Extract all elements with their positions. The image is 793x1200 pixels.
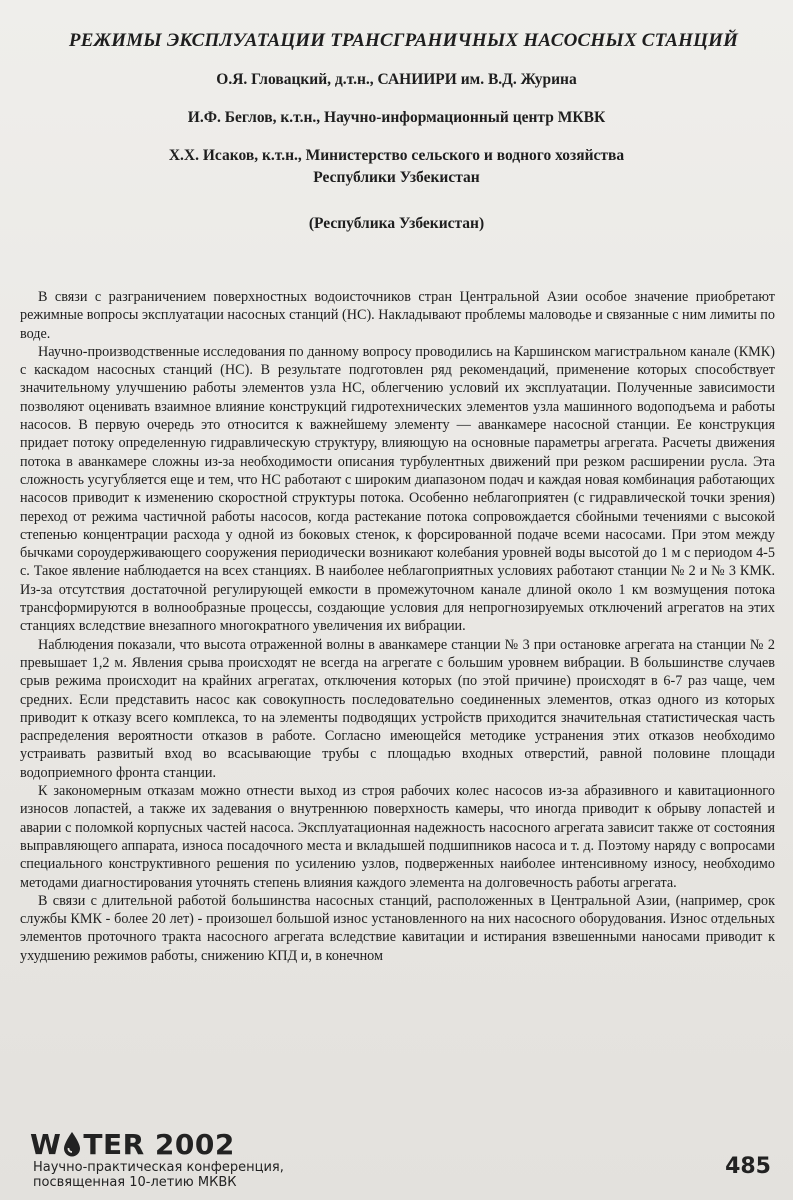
paragraph-3: Наблюдения показали, что высота отраженной волны в аванкамере станции № 3 при остановке агрегата на станции № 2 превышает 1,2 м. Явления срыва происходят не всегда на агрегате с большим уровнем вибрации. В большинстве случаев срыв режима происходит на крайних агрегатах, отключения которых (по этой причине) происходят в 6-7 раз чаще, чем средних. Если представить насос как совокупность последовательно соединенных элементов, отказ одного из которых приводит к отказу всего комплекса, то на элементы подводящих устройств приходится значительная статистическая часть распределения вероятности отказов в работе. Согласно имеющейся методике устранения этих отказов необходимо устраивать развитый вход во всасывающие трубы с площадью входных отверстий, равной половине площади водоприемного фронта станции. bbox=[20, 636, 775, 781]
country-line: (Республика Узбекистан) bbox=[308, 215, 485, 232]
paragraph-4: К закономерным отказам можно отнести выход из строя рабочих колес насосов из-за абразивного и кавитационного износов лопастей, а также их задевания о внутреннюю поверхность камеры, что иногда приводит к обрыву лопастей и аварии с поломкой корпусных частей насоса. Эксплуатационная надежность насосного агрегата зависит также от состояния выправляющего аппарата, износа посадочного места и вкладышей подшипников насоса и т. д. Поэтому наряду с вопросами специального конструктивного решения по усилению узлов, подверженных наиболее интенсивному износу, необходимо методами диагностирования уточнять степень влияния каждого элемента на долговечность работы агрегата. bbox=[20, 783, 775, 891]
logo-letter-w: W bbox=[30, 1128, 62, 1161]
author-3-text: Х.Х. Исаков, к.т.н., Министерство сельского и водного хозяйства bbox=[168, 147, 625, 164]
article-header bbox=[0, 30, 793, 233]
paragraph-1: В связи с разграничением поверхностных водоисточников стран Центральной Азии особое значение приобретают режимные вопросы эксплуатации насосных станций (НС). Накладывают проблемы маловодье и связанные с ним лимиты по воде. bbox=[20, 289, 775, 342]
author-3-affiliation-continuation: Республики Узбекистан bbox=[313, 169, 480, 186]
paragraph-2: Научно-производственные исследования по данному вопросу проводились на Каршинском магистральном канале (КМК) с каскадом насосных станций (НС). В результате подготовлен ряд рекомендаций, применение которых способствует значительному улучшению работы элементов узла НС, облегчению условий их эксплуатации. Полученные зависимости позволяют оценивать взаимное влияние конструкций гидротехнических элементов узла машинного водоподъема и работы насосов. В первую очередь это относится к важнейшему элементу — аванкамере насосной станции. Ее конструкция придает потоку определенную гидравлическую структуру, влияющую на основные параметры агрегата. Расчеты движения потока в аванкамере сложны из-за необходимости описания турбулентных движений при резком расширении русла. Эта сложность усугубляется еще и тем, что НС работают с широким диапазоном подач и каждая новая комбинация работающих насосов приводит к изменению скоростной структуры потока. Особенно неблагоприятен (с гидравлической точки зрения) переход от режима частичной работы насосов, когда растекание потока сопровождается сбойными течениями с высокой степенью концентрации расхода у одной из боковых стенок, к форсированной подаче всеми насосами. При этом между бычками сороудерживающего сооружения периодически возникают колебания уровней воды высотой до 1 м с периодом 4-5 с. Такое явление наблюдается на всех станциях. В наиболее неблагоприятных условиях работают станции № 2 и № 3 КМК. Из-за отсутствия достаточной регулирующей емкости в промежуточном канале длиной около 1 км возмущения потока трансформируются в волнообразные процессы, создающие условия для непрогнозируемых отключений агрегатов на этих станциях вследствие внезапного многократного увеличения их вибрации. bbox=[20, 343, 775, 635]
conference-line-2: посвященная 10-летию МКВК bbox=[33, 1175, 237, 1190]
conference-caption bbox=[33, 1160, 284, 1190]
article-title: РЕЖИМЫ ЭКСПЛУАТАЦИИ ТРАНСГРАНИЧНЫХ НАСОСНЫХ СТАНЦИЙ bbox=[68, 30, 739, 51]
logo-text-rest: TER 2002 bbox=[83, 1128, 235, 1161]
water-2002-logo bbox=[30, 1128, 235, 1161]
paragraph-5: В связи с длительной работой большинства насосных станций, расположенных в Центральной Азии, (например, срок службы КМК - более 20 лет) - произошел большой износ установленного на них насосного оборудования. Износ отдельных элементов проточного тракта насосного агрегата вследствие кавитации и истирания взвешенными наносами приводит к ухудшению режимов работы, снижению КПД и, в конечном bbox=[20, 892, 775, 964]
article-body bbox=[20, 288, 775, 965]
author-line-2: И.Ф. Беглов, к.т.н., Научно-информационный центр МКВК bbox=[187, 109, 606, 126]
author-line-3 bbox=[0, 147, 793, 187]
author-line-1: О.Я. Гловацкий, д.т.н., САНИИРИ им. В.Д. Журина bbox=[216, 71, 577, 88]
water-drop-icon bbox=[61, 1130, 83, 1158]
page-footer bbox=[0, 1124, 793, 1200]
page-number: 485 bbox=[725, 1154, 771, 1179]
conference-line-1: Научно-практическая конференция, bbox=[33, 1160, 284, 1175]
